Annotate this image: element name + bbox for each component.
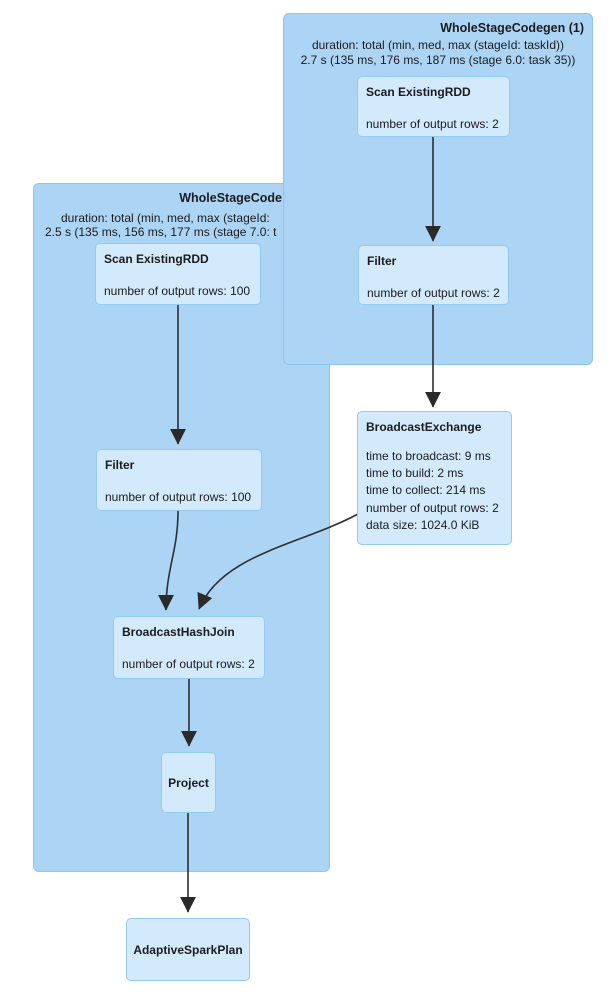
cluster-wholestagecodegen-1: [283, 13, 593, 365]
node-title: Project: [168, 775, 209, 790]
node-metric-output-rows: number of output rows: 2: [366, 117, 499, 131]
cluster-duration: [284, 38, 592, 67]
node-metric-output-rows: number of output rows: 100: [105, 490, 252, 504]
node-title: Scan ExistingRDD: [104, 252, 209, 266]
cluster-duration-line2: 2.5 s (135 ms, 156 ms, 177 ms (stage 7.0: t: [45, 225, 277, 239]
plan-node-project[interactable]: [161, 752, 216, 813]
node-title: Filter: [367, 254, 397, 268]
node-metric-time-to-build: time to build: 2 ms: [366, 466, 464, 481]
plan-node-broadcast-exchange[interactable]: [357, 411, 512, 545]
plan-node-filter-stage6[interactable]: [358, 245, 509, 305]
node-metric-output-rows: number of output rows: 2: [367, 286, 500, 300]
node-metric-data-size: data size: 1024.0 KiB: [366, 517, 480, 532]
node-title: Filter: [105, 458, 135, 472]
node-title: BroadcastHashJoin: [122, 625, 235, 639]
node-title: Scan ExistingRDD: [366, 85, 471, 99]
cluster-duration-line1: duration: total (min, med, max (stageId: taskId)): [311, 38, 565, 52]
cluster-duration-line2: 2.7 s (135 ms, 176 ms, 187 ms (stage 6.0: task 35)): [300, 52, 576, 67]
node-metric-time-to-broadcast: time to broadcast: 9 ms: [366, 449, 491, 463]
plan-node-broadcast-hash-join[interactable]: [113, 616, 265, 679]
node-title: AdaptiveSparkPlan: [133, 942, 243, 957]
cluster-title: WholeStageCode: [179, 191, 282, 205]
cluster-duration-line1: duration: total (min, med, max (stageId:: [61, 211, 270, 225]
cluster-title: WholeStageCodegen (1): [440, 21, 584, 35]
plan-node-scan-existingrdd-stage7[interactable]: [95, 243, 261, 305]
plan-node-scan-existingrdd-stage6[interactable]: [357, 76, 510, 137]
node-metric-time-to-collect: time to collect: 214 ms: [366, 483, 486, 498]
plan-node-adaptive-spark-plan[interactable]: [126, 918, 250, 981]
node-metric-output-rows: number of output rows: 2: [366, 500, 499, 515]
node-title: BroadcastExchange: [366, 420, 482, 434]
node-metric-output-rows: number of output rows: 100: [104, 284, 251, 298]
node-metric-output-rows: number of output rows: 2: [122, 657, 255, 671]
plan-node-filter-stage7[interactable]: [96, 449, 262, 511]
